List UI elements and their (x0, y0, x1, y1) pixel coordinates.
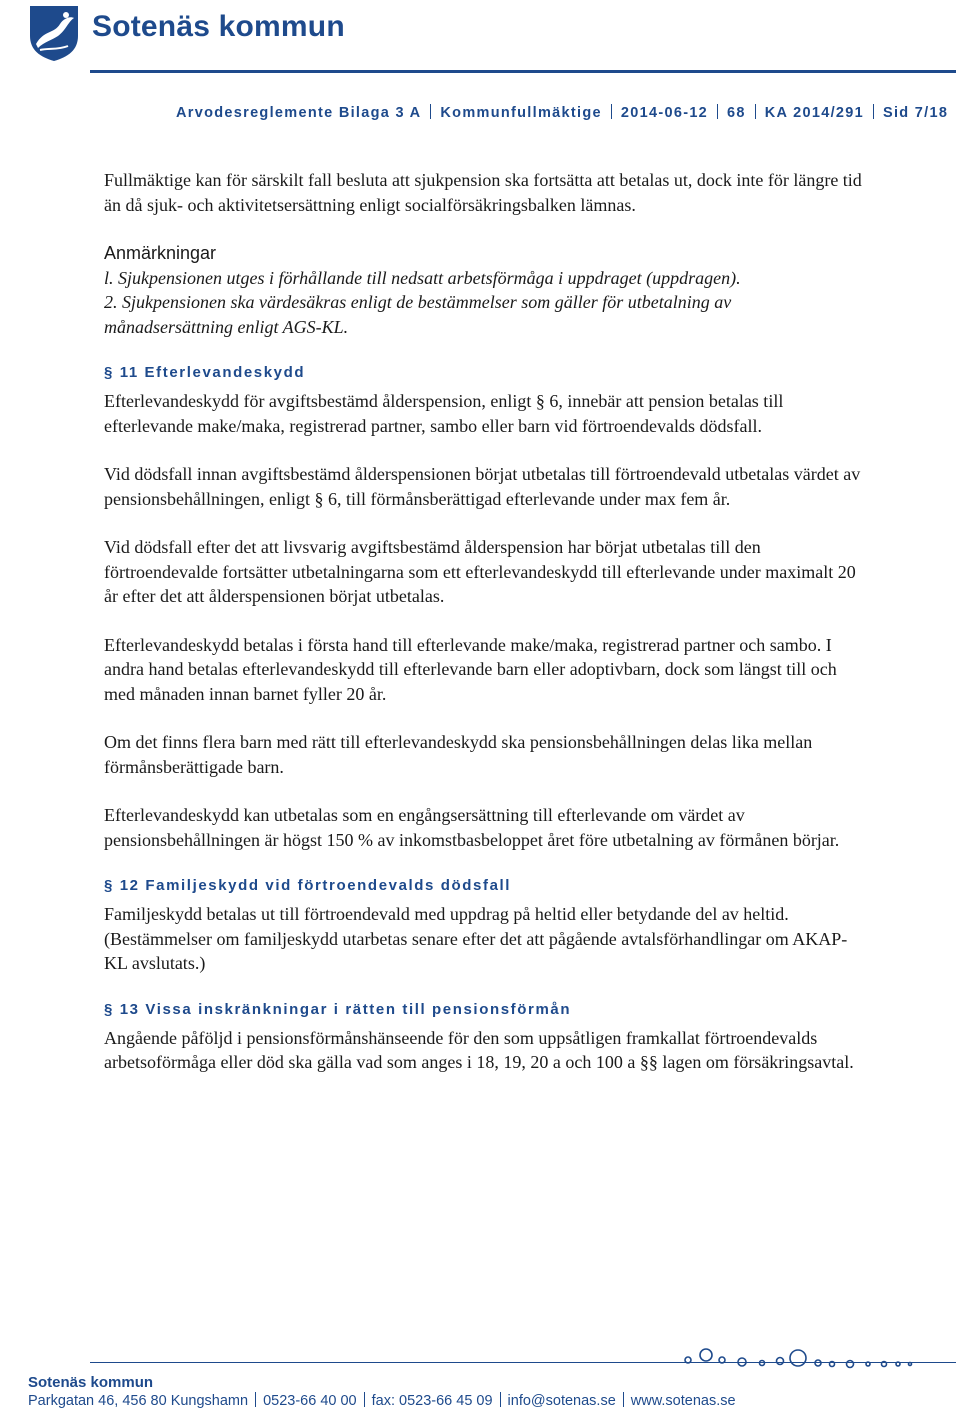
section-11-paragraph-4: Efterlevandeskydd betalas i första hand till efterlevande make/maka, registrerad partner och sambo. I andra hand betalas efterlevandeskydd till efterlevande barn eller adoptivbarn, dock som längst till och med månaden innan barnet fyller 20 år. (104, 634, 837, 704)
decorative-bubbles-icon (672, 1336, 922, 1376)
header-separator (873, 104, 874, 119)
section-symbol: § (104, 877, 114, 894)
footer-address: Parkgatan 46, 456 80 Kungshamn (28, 1393, 249, 1409)
header-separator (430, 104, 431, 119)
footer-separator (255, 1392, 256, 1407)
footer-contact (28, 1392, 736, 1409)
footer-separator (364, 1392, 365, 1407)
section-12-heading (104, 876, 864, 896)
brand-name: Sotenäs kommun (92, 10, 345, 43)
header-separator (717, 104, 718, 119)
header-separator (755, 104, 756, 119)
section-11-paragraph-2: Vid dödsfall innan avgiftsbestämd ålderspensionen börjat utbetalas till förtroendevald utbetalas värdet av pensionsbehållningen, enligt § 6, till förmånsberättigad efterlevande under max fem år. (104, 464, 861, 509)
section-symbol: § (104, 364, 114, 381)
remark-note-1: l. Sjukpensionen utges i förhållande till nedsatt arbetsförmåga i uppdraget (uppdragen). (104, 267, 741, 288)
header-page: Sid 7/18 (883, 105, 949, 121)
footer-org-name: Sotenäs kommun (28, 1374, 154, 1391)
remarks-heading: Anmärkningar (104, 243, 217, 263)
section-11-paragraph-1: Efterlevandeskydd för avgiftsbestämd ålderspension, enligt § 6, innebär att pension betalas till efterlevande make/maka, registrerad partner, sambo eller barn vid förtroendevalds dödsfall. (104, 391, 784, 436)
section-symbol: § (104, 1000, 114, 1018)
section-13-heading (104, 1000, 864, 1020)
footer-separator (500, 1392, 501, 1407)
section-11-paragraph-3: Vid dödsfall efter det att livsvarig avgiftsbestämd ålderspension har börjat utbetalas till den förtroendevalde fortsätter utbetalningarna som ett efterlevandeskydd till efterlevande under maximalt 20 år efter det att ålderspensionen börjat utbetalas. (104, 537, 856, 606)
section-13-paragraph-1: Angående påföljd i pensionsförmånshänseende för den som uppsåtligen framkallat förtroendevalds arbetsoförmåga eller död ska gälla vad som anges i 18, 19, 20 a och 100 a §§ lagen om försäkringsavtal. (104, 1027, 854, 1072)
footer-phone: 0523-66 40 00 (263, 1393, 357, 1409)
header-case: KA 2014/291 (764, 105, 864, 121)
section-11-heading (104, 363, 864, 383)
document-body (104, 168, 864, 1075)
header-body: Kommunfullmäktige (440, 105, 602, 121)
document-header (176, 104, 948, 121)
section-12-paragraph-1: Familjeskydd betalas ut till förtroendevald med uppdrag på heltid eller betydande del av heltid. (Bestämmelser om familjeskydd utarbetas senare efter det att pågående avtalsförhandlingar om AKAP-KL avslutats.) (104, 904, 848, 973)
header-paragraph: 68 (727, 105, 746, 121)
footer-fax: fax: 0523-66 45 09 (371, 1393, 493, 1409)
section-13-title: 13 Vissa inskränkningar i rätten till pensionsförmån (119, 1000, 572, 1018)
header-doc-title: Arvodesreglemente Bilaga 3 A (176, 105, 422, 121)
section-11-title: 11 Efterlevandeskydd (119, 364, 306, 381)
section-12-title: 12 Familjeskydd vid förtroendevalds dödsfall (119, 877, 512, 894)
municipality-logo-icon (28, 4, 80, 62)
section-11-paragraph-6: Efterlevandeskydd kan utbetalas som en engångsersättning till efterlevande om värdet av pensionsbehållningen är högst 150 % av inkomstbasbeloppet året före utbetalning av förmånen börjar. (104, 805, 840, 850)
header-rule (90, 70, 956, 73)
footer-separator (623, 1392, 624, 1407)
header-separator (611, 104, 612, 119)
footer-email-link[interactable]: info@sotenas.se (507, 1393, 616, 1409)
footer-web-link[interactable]: www.sotenas.se (630, 1393, 736, 1409)
remark-note-2: 2. Sjukpensionen ska värdesäkras enligt de bestämmelser som gäller för utbetalning av månadsersättning enligt AGS-KL. (104, 292, 732, 337)
intro-paragraph: Fullmäktige kan för särskilt fall besluta att sjukpension ska fortsätta att betalas ut, dock inte för längre tid än då sjuk- och aktivitetsersättning enligt socialförsäkringsbalken lämnas. (104, 170, 862, 215)
header-date: 2014-06-12 (620, 105, 709, 121)
footer-rule (90, 1362, 956, 1363)
section-11-paragraph-5: Om det finns flera barn med rätt till efterlevandeskydd ska pensionsbehållningen delas lika mellan förmånsberättigade barn. (104, 732, 813, 777)
